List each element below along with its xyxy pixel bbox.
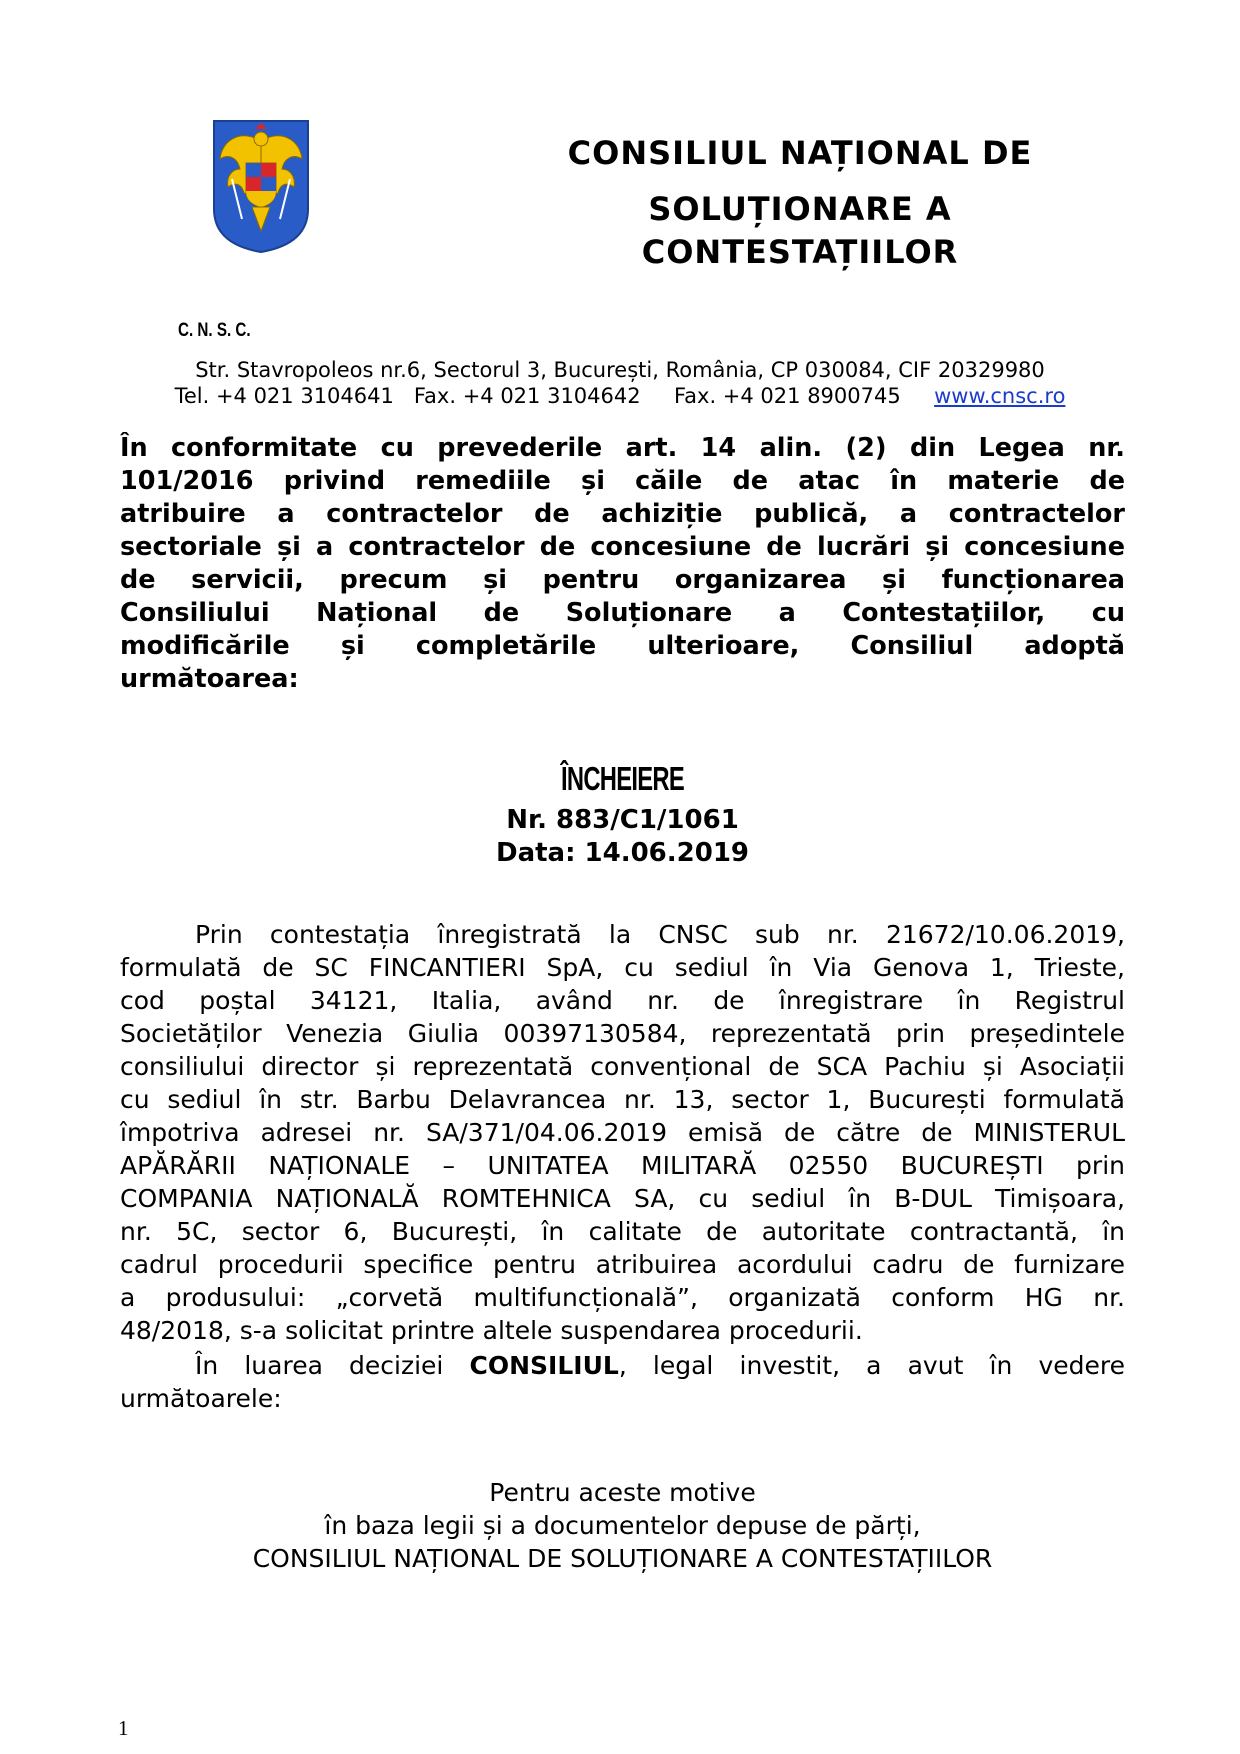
contact-line — [120, 384, 1120, 408]
body-line: cadrul procedurii specifice pentru atribuirea acordului cadru de furnizare — [120, 1250, 1125, 1279]
institution-title-line2: SOLUȚIONARE A — [648, 190, 952, 228]
tel-text: Tel. +4 021 3104641 — [174, 384, 394, 408]
body-line: împotriva adresei nr. SA/371/04.06.2019 emisă de către de MINISTERUL — [120, 1118, 1125, 1147]
body-line: cu sediul în str. Barbu Delavrancea nr. 13, sector 1, București formulată — [120, 1085, 1125, 1114]
closing-line3: CONSILIUL NAȚIONAL DE SOLUȚIONARE A CONTESTAȚIILOR — [252, 1544, 993, 1573]
second-bold: CONSILIUL — [469, 1351, 619, 1380]
intro-line: modificările și completările ulterioare, Consiliul adoptă — [120, 631, 1125, 661]
decision-title: ÎNCHEIERE — [561, 760, 684, 797]
closing-line2: în baza legii și a documentelor depuse de părți, — [324, 1511, 921, 1540]
body-line: nr. 5C, sector 6, București, în calitate de autoritate contractantă, în — [120, 1217, 1125, 1246]
address-line: Str. Stavropoleos nr.6, Sectorul 3, București, România, CP 030084, CIF 20329980 — [195, 358, 1045, 382]
body-line: Prin contestația înregistrată la CNSC sub nr. 21672/10.06.2019, — [195, 920, 1125, 949]
second-paragraph — [120, 1349, 1125, 1415]
institution-abbreviation: C. N. S. C. — [178, 320, 251, 341]
website-link[interactable]: www.cnsc.ro — [934, 384, 1066, 408]
body-line: formulată de SC FINCANTIERI SpA, cu sediul în Via Genova 1, Trieste, — [120, 953, 1125, 982]
institution-title-line1: CONSILIUL NAȚIONAL DE — [567, 134, 1033, 172]
body-line: COMPANIA NAȚIONALĂ ROMTEHNICA SA, cu sediul în B-DUL Timișoara, — [120, 1184, 1125, 1213]
body-line: consiliului director și reprezentată convențional de SCA Pachiu și Asociații — [120, 1052, 1125, 1081]
institution-title-line3: CONTESTAȚIILOR — [641, 233, 959, 271]
second-prefix: În luarea deciziei — [195, 1351, 470, 1380]
fax2-text: Fax. +4 021 8900745 — [674, 384, 901, 408]
second-suffix: , legal investit, a avut în vedere — [618, 1351, 1125, 1380]
intro-line: de servicii, precum și pentru organizarea și funcționarea — [120, 565, 1125, 595]
second-line2: următoarele: — [120, 1384, 282, 1413]
body-line: APĂRĂRII NAȚIONALE – UNITATEA MILITARĂ 02550 BUCUREȘTI prin — [120, 1151, 1125, 1180]
body-line: cod poștal 34121, Italia, având nr. de înregistrare în Registrul — [120, 986, 1125, 1015]
fax1-text: Fax. +4 021 3104642 — [413, 384, 641, 408]
coat-of-arms-logo — [212, 119, 310, 254]
intro-line: următoarea: — [120, 664, 299, 694]
intro-line: Consiliului Național de Soluționare a Contestațiilor, cu — [120, 598, 1125, 628]
body-paragraph — [120, 918, 1125, 1347]
intro-line: atribuire a contractelor de achiziție publică, a contractelor — [120, 499, 1125, 529]
body-line: a produsului: „corvetă multifuncțională”, organizată conform HG nr. — [120, 1283, 1125, 1312]
intro-line: sectoriale și a contractelor de concesiune de lucrări și concesiune — [120, 532, 1125, 562]
intro-line: În conformitate cu prevederile art. 14 alin. (2) din Legea nr. — [120, 433, 1125, 463]
second-line1 — [120, 1349, 1125, 1382]
decision-date: Data: 14.06.2019 — [495, 838, 750, 868]
body-line: 48/2018, s-a solicitat printre altele suspendarea procedurii. — [120, 1316, 863, 1345]
intro-paragraph — [120, 432, 1125, 696]
page-number: 1 — [118, 1716, 129, 1740]
body-line: Societăților Venezia Giulia 00397130584, reprezentată prin președintele — [120, 1019, 1125, 1048]
intro-line: 101/2016 privind remediile și căile de atac în materie de — [120, 466, 1125, 496]
decision-number: Nr. 883/C1/1061 — [506, 805, 739, 835]
closing-line1: Pentru aceste motive — [489, 1478, 756, 1507]
